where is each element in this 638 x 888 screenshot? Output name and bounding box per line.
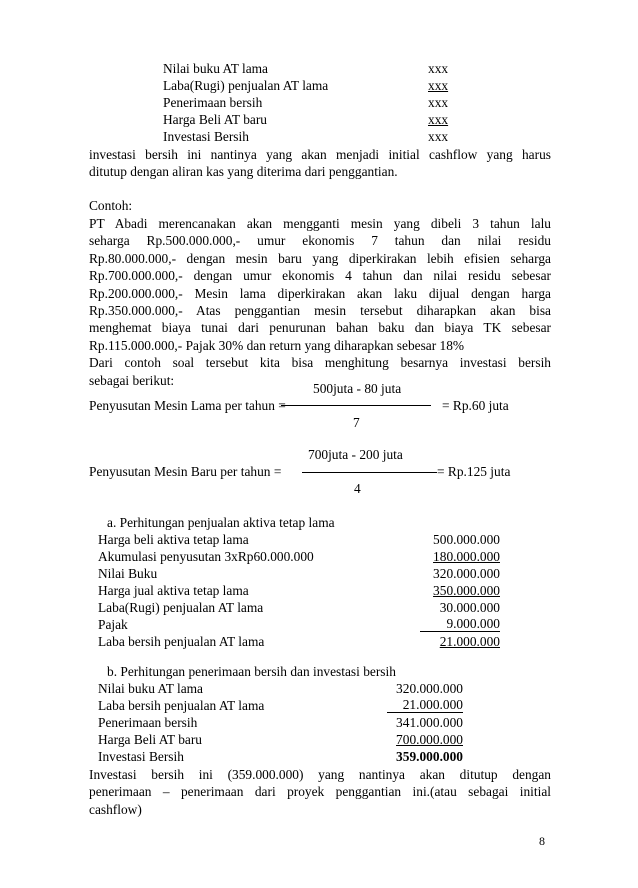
paragraph-line: sebagai berikut: (89, 372, 175, 388)
table-row-value: 500.000.000 (433, 532, 500, 547)
formula-result: = Rp.60 juta (442, 398, 509, 413)
table-row-value: 180.000.000 (433, 549, 500, 564)
formula-denominator: 4 (354, 481, 361, 496)
table-row-label: Laba bersih penjualan AT lama (98, 698, 265, 713)
section-heading: b. Perhitungan penerimaan bersih dan investasi bersih (107, 664, 396, 679)
paragraph-line: Rp.80.000.000,- dengan mesin baru yang diperkirakan lebih efisien seharga (89, 250, 551, 266)
table-row-value: 359.000.000 (396, 749, 463, 764)
table-row-label: Harga jual aktiva tetap lama (98, 583, 249, 598)
table-row-value: 320.000.000 (396, 681, 463, 696)
table-row-label: Nilai buku AT lama (98, 681, 204, 696)
table-row-value: 350.000.000 (433, 583, 500, 598)
intro-paragraph (89, 146, 551, 181)
paragraph-line: seharga Rp.500.000.000,- umur ekonomis 7 tahun dan nilai residu (89, 233, 551, 249)
paragraph-line: investasi bersih ini nantinya yang akan menjadi initial cashflow yang harus (89, 147, 551, 162)
paragraph-line: Rp.200.000.000,- Mesin lama diperkirakan akan laku dijual dengan harga (89, 285, 551, 301)
table-row-value: 30.000.000 (439, 600, 500, 615)
table-row-value: 341.000.000 (396, 715, 463, 730)
table-row-value: 320.000.000 (433, 566, 500, 581)
paragraph-line: penerimaan – penerimaan dari proyek penggantian ini.(atau sebagai initial (89, 784, 551, 800)
formula-numerator: 500juta - 80 juta (313, 381, 402, 396)
top-table-label: Investasi Bersih (163, 129, 249, 144)
table-row-label: Harga Beli AT baru (98, 732, 203, 747)
fraction-bar (281, 405, 431, 406)
paragraph-line: ditutup dengan aliran kas yang diterima dari penggantian. (89, 164, 398, 180)
table-row-value: 9.000.000 (420, 617, 500, 632)
table-row-label: Pajak (98, 617, 128, 632)
top-table-label: Penerimaan bersih (163, 95, 263, 110)
top-table-value: xxx (428, 95, 449, 110)
table-row-label: Laba bersih penjualan AT lama (98, 634, 265, 649)
fraction-bar (302, 472, 437, 473)
table-row-label: Nilai Buku (98, 566, 158, 581)
table-row-label: Akumulasi penyusutan 3xRp60.000.000 (98, 549, 314, 564)
paragraph-line: cashflow) (89, 801, 142, 817)
paragraph-line: PT Abadi merencanakan akan mengganti mesin yang dibeli 3 tahun lalu (89, 216, 551, 231)
top-table-value: xxx (428, 78, 449, 93)
paragraph-line: Rp.700.000.000,- dengan umur ekonomis 4 tahun dan nilai residu sebesar (89, 268, 551, 284)
top-table-label: Harga Beli AT baru (163, 112, 268, 127)
section-heading: a. Perhitungan penjualan aktiva tetap lama (107, 515, 335, 530)
paragraph-line: Rp.115.000.000,- Pajak 30% dan return yang diharapkan sebesar 18% (89, 337, 465, 353)
formula-result: = Rp.125 juta (437, 464, 511, 479)
formula-label: Penyusutan Mesin Lama per tahun = (89, 398, 286, 413)
page-number: 8 (539, 834, 545, 848)
paragraph-line: Investasi bersih ini (359.000.000) yang nantinya akan ditutup dengan (89, 767, 551, 782)
table-row-label: Laba(Rugi) penjualan AT lama (98, 600, 264, 615)
paragraph-line: menghemat biaya tunai dari penurunan bahan baku dan biaya TK sebesar (89, 320, 551, 336)
table-row-label: Investasi Bersih (98, 749, 184, 764)
closing-paragraph (89, 766, 551, 818)
top-table-value: xxx (428, 112, 449, 127)
paragraph-line: Rp.350.000.000,- Atas penggantian mesin tersebut diharapkan akan bisa (89, 302, 551, 318)
top-table-label: Nilai buku AT lama (163, 61, 269, 76)
example-paragraph (89, 215, 551, 389)
formula-numerator: 700juta - 200 juta (308, 447, 403, 462)
top-table-label: Laba(Rugi) penjualan AT lama (163, 78, 329, 93)
table-row-value: 21.000.000 (387, 698, 463, 713)
top-table-value: xxx (428, 61, 449, 76)
contoh-label: Contoh: (89, 198, 133, 213)
top-table-value: xxx (428, 129, 449, 144)
formula-label: Penyusutan Mesin Baru per tahun = (89, 464, 282, 479)
paragraph-line: Dari contoh soal tersebut kita bisa menghitung besarnya investasi bersih (89, 355, 551, 371)
table-row-value: 21.000.000 (439, 634, 500, 649)
table-row-value: 700.000.000 (396, 732, 463, 747)
table-row-label: Harga beli aktiva tetap lama (98, 532, 249, 547)
formula-denominator: 7 (353, 415, 360, 430)
table-row-label: Penerimaan bersih (98, 715, 198, 730)
